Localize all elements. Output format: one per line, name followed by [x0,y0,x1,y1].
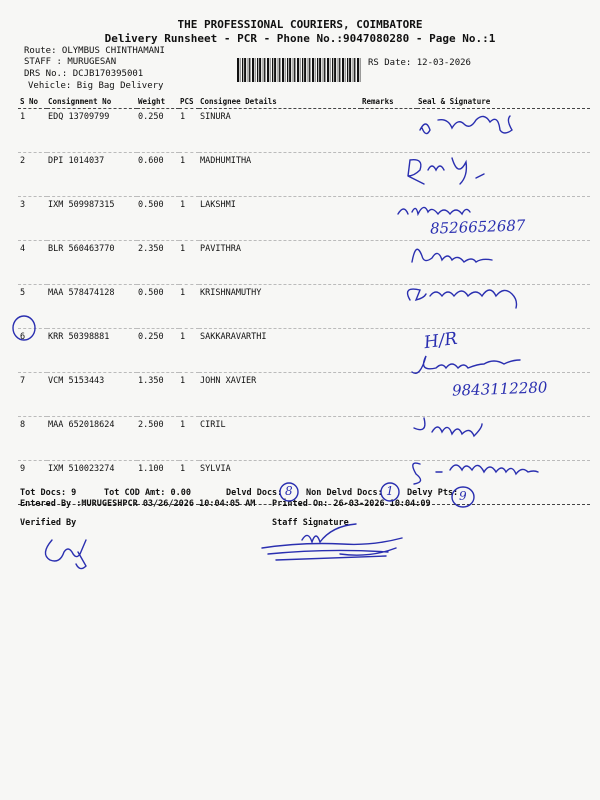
col-consignee-header: Consignee Details [199,94,361,109]
row-consignment-no: KRR 50398881 [47,329,137,373]
col-remarks-header: Remarks [361,94,417,109]
row-consignee: SAKKARAVARTHI [199,329,361,373]
table-row [18,241,590,285]
handwritten-non-delvd-count: 1 [386,484,394,498]
table-row [18,417,590,461]
row-consignee: CIRIL [199,417,361,461]
table-row [18,285,590,329]
row-weight: 1.350 [137,373,179,417]
row-consignment-no: DPI 1014037 [47,153,137,197]
non-delvd-docs: Non Delvd Docs: [306,488,383,498]
drs-label: DRS No.: DCJB170395001 [24,69,144,79]
row-weight: 1.100 [137,461,179,505]
row-remarks [361,153,417,197]
row-seal-signature [417,153,590,197]
row-remarks [361,109,417,153]
table-row [18,153,590,197]
row-remarks [361,373,417,417]
row-weight: 0.600 [137,153,179,197]
row-seal-signature [417,417,590,461]
staff-signature-label: Staff Signature [272,518,349,528]
delvd-docs: Delvd Docs: [226,488,283,498]
row-consignment-no: VCM 5153443 [47,373,137,417]
col-signature-header: Seal & Signature [417,94,590,109]
handwritten-phone-row3: 8526652687 [429,216,526,238]
staff-label: STAFF : MURUGESAN [24,57,117,67]
rs-date: RS Date: 12-03-2026 [368,58,471,68]
row-sno: 1 [18,109,47,153]
row-weight: 2.500 [137,417,179,461]
row-weight: 0.500 [137,197,179,241]
barcode [237,58,362,82]
row-consignee: MADHUMITHA [199,153,361,197]
runsheet-subtitle: Delivery Runsheet - PCR - Phone No.:9047080280 - Page No.:1 [104,32,496,45]
row-consignee: SINURA [199,109,361,153]
table-row [18,109,590,153]
company-title: THE PROFESSIONAL COURIERS, COIMBATORE [177,18,423,31]
row-remarks [361,329,417,373]
consignment-table [18,94,590,505]
row-pcs: 1 [179,373,199,417]
row-seal-signature [417,241,590,285]
verified-by-label: Verified By [20,518,77,528]
tot-docs: Tot Docs: 9 [20,488,77,498]
row-remarks [361,241,417,285]
row-seal-signature [417,109,590,153]
row-remarks [361,285,417,329]
col-pcs-header: PCS [179,94,199,109]
row-sno: 9 [18,461,47,505]
row-weight: 0.250 [137,109,179,153]
tot-cod-amt: Tot COD Amt: 0.00 [104,488,191,498]
row-sno: 3 [18,197,47,241]
row-pcs: 1 [179,197,199,241]
row-sno: 5 [18,285,47,329]
row-consignee: PAVITHRA [199,241,361,285]
row-remarks [361,417,417,461]
row-consignment-no: BLR 560463770 [47,241,137,285]
staff-signature-scribble [262,524,402,560]
row-consignment-no: IXM 509987315 [47,197,137,241]
handwritten-phone-row7: 9843112280 [451,378,548,400]
row-pcs: 1 [179,153,199,197]
row-sno: 4 [18,241,47,285]
route-label: Route: OLYMBUS CHINTHAMANI [24,46,165,56]
row-consignment-no: EDQ 13709799 [47,109,137,153]
row-consignee: JOHN XAVIER [199,373,361,417]
row-weight: 0.250 [137,329,179,373]
table-header-row [18,94,590,109]
row-consignee: SYLVIA [199,461,361,505]
row-pcs: 1 [179,285,199,329]
row-pcs: 1 [179,461,199,505]
col-weight-header: Weight [137,94,179,109]
row-remarks [361,197,417,241]
row-consignment-no: IXM 510023274 [47,461,137,505]
handwritten-delvy-pts-count: 9 [459,489,467,503]
delvy-pts: Delvy Pts: [407,488,459,498]
row-consignee: LAKSHMI [199,197,361,241]
row-seal-signature [417,285,590,329]
verified-by-signature [45,540,86,569]
handwritten-hr-note: H/R [422,328,459,354]
table-row [18,329,590,373]
row-pcs: 1 [179,241,199,285]
row-consignment-no: MAA 652018624 [47,417,137,461]
entered-by: Entered By :MURUGESHPCR 03/26/2026 10:04:05 AM [20,499,256,509]
row-weight: 2.350 [137,241,179,285]
row-sno: 7 [18,373,47,417]
row-sno: 8 [18,417,47,461]
row-sno: 6 [18,329,47,373]
handwritten-delvd-count: 8 [285,484,293,498]
printed-on: Printed On: 26-03-2026 10:04:09 [272,499,431,509]
col-sno-header: S No [18,94,47,109]
row-consignee: KRISHNAMUTHY [199,285,361,329]
row-pcs: 1 [179,417,199,461]
col-consignment-header: Consignment No [47,94,137,109]
row-consignment-no: MAA 578474128 [47,285,137,329]
row-pcs: 1 [179,109,199,153]
row-sno: 2 [18,153,47,197]
vehicle-label: Vehicle: Big Bag Delivery [28,81,164,91]
row-pcs: 1 [179,329,199,373]
row-weight: 0.500 [137,285,179,329]
